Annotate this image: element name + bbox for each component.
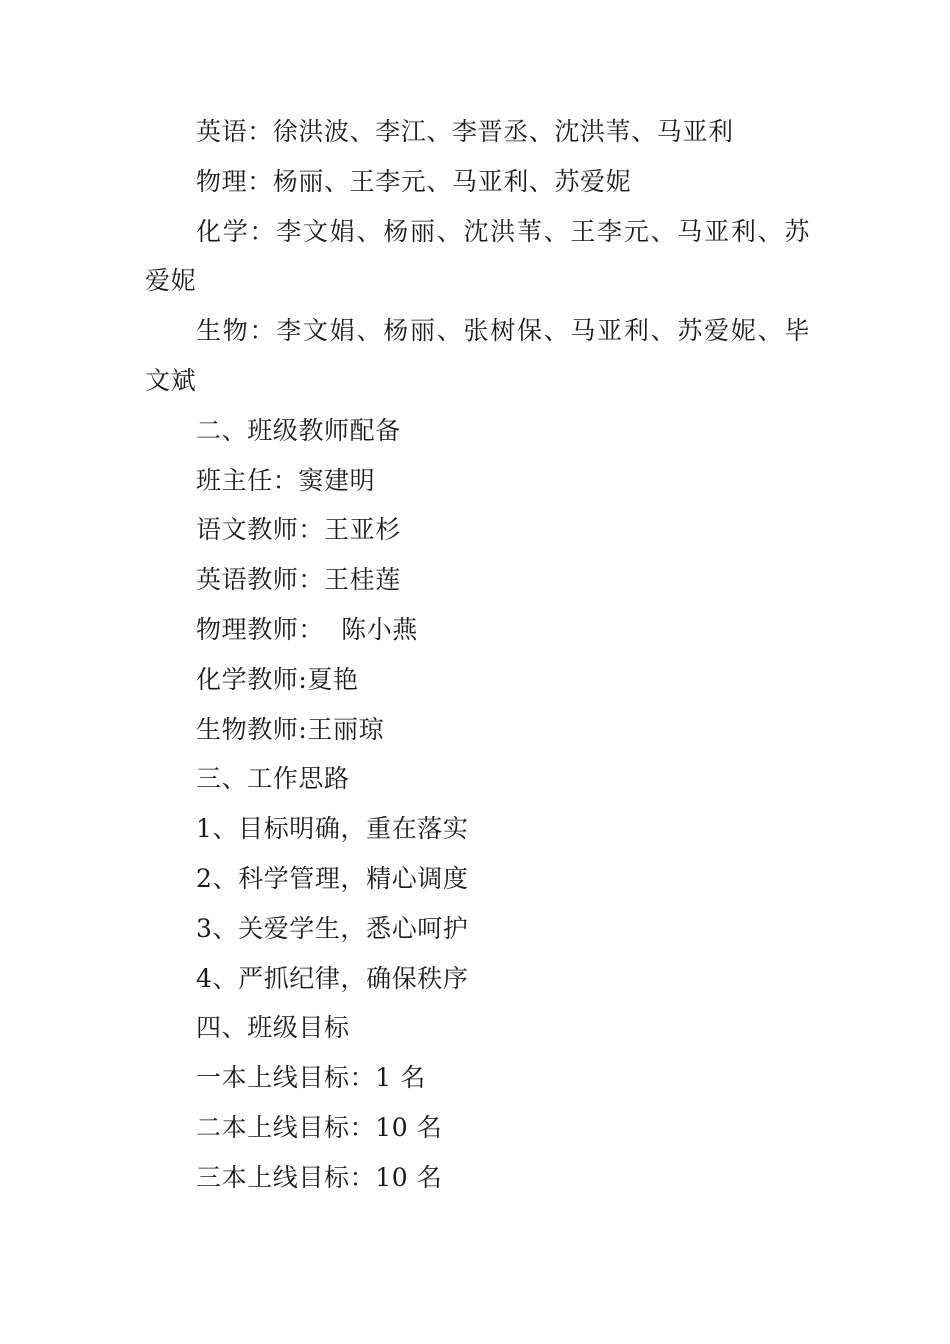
paragraph-english-teachers: 英语：徐洪波、李江、李晋丞、沈洪苇、马亚利 — [196, 117, 734, 146]
paragraph-head-teacher: 班主任：窦建明 — [196, 465, 376, 495]
paragraph-biology-teachers: 生物：李文娟、杨丽、张树保、马亚利、苏爱妮、毕文斌 — [145, 316, 810, 395]
paragraph-physics-teachers: 物理：杨丽、王李元、马亚利、苏爱妮 — [196, 166, 632, 196]
document-body — [145, 107, 810, 1203]
section-heading-work-ideas: 三、工作思路 — [196, 764, 350, 794]
section-heading-class-teachers: 二、班级教师配备 — [196, 415, 401, 445]
paragraph-goal-tier-1: 一本上线目标：1 名 — [196, 1063, 426, 1093]
paragraph-biology-teacher: 生物教师:王丽琼 — [196, 714, 385, 744]
paragraph-physics-teacher: 物理教师： 陈小燕 — [196, 614, 418, 644]
paragraph-chinese-teacher: 语文教师：王亚杉 — [196, 515, 401, 545]
paragraph-chemistry-teachers: 化学：李文娟、杨丽、沈洪苇、王李元、马亚利、苏爱妮 — [145, 216, 810, 296]
list-item-work-idea-4: 4、严抓纪律，确保秩序 — [196, 963, 469, 993]
paragraph-goal-tier-3: 三本上线目标：10 名 — [196, 1162, 443, 1192]
list-item-work-idea-2: 2、科学管理，精心调度 — [196, 863, 469, 893]
paragraph-chemistry-teacher: 化学教师:夏艳 — [196, 664, 359, 694]
list-item-work-idea-1: 1、目标明确，重在落实 — [196, 814, 469, 844]
section-heading-class-goals: 四、班级目标 — [196, 1013, 350, 1043]
list-item-work-idea-3: 3、关爱学生，悉心呵护 — [196, 913, 469, 943]
paragraph-english-teacher: 英语教师：王桂莲 — [196, 565, 401, 595]
paragraph-goal-tier-2: 二本上线目标：10 名 — [196, 1112, 443, 1142]
